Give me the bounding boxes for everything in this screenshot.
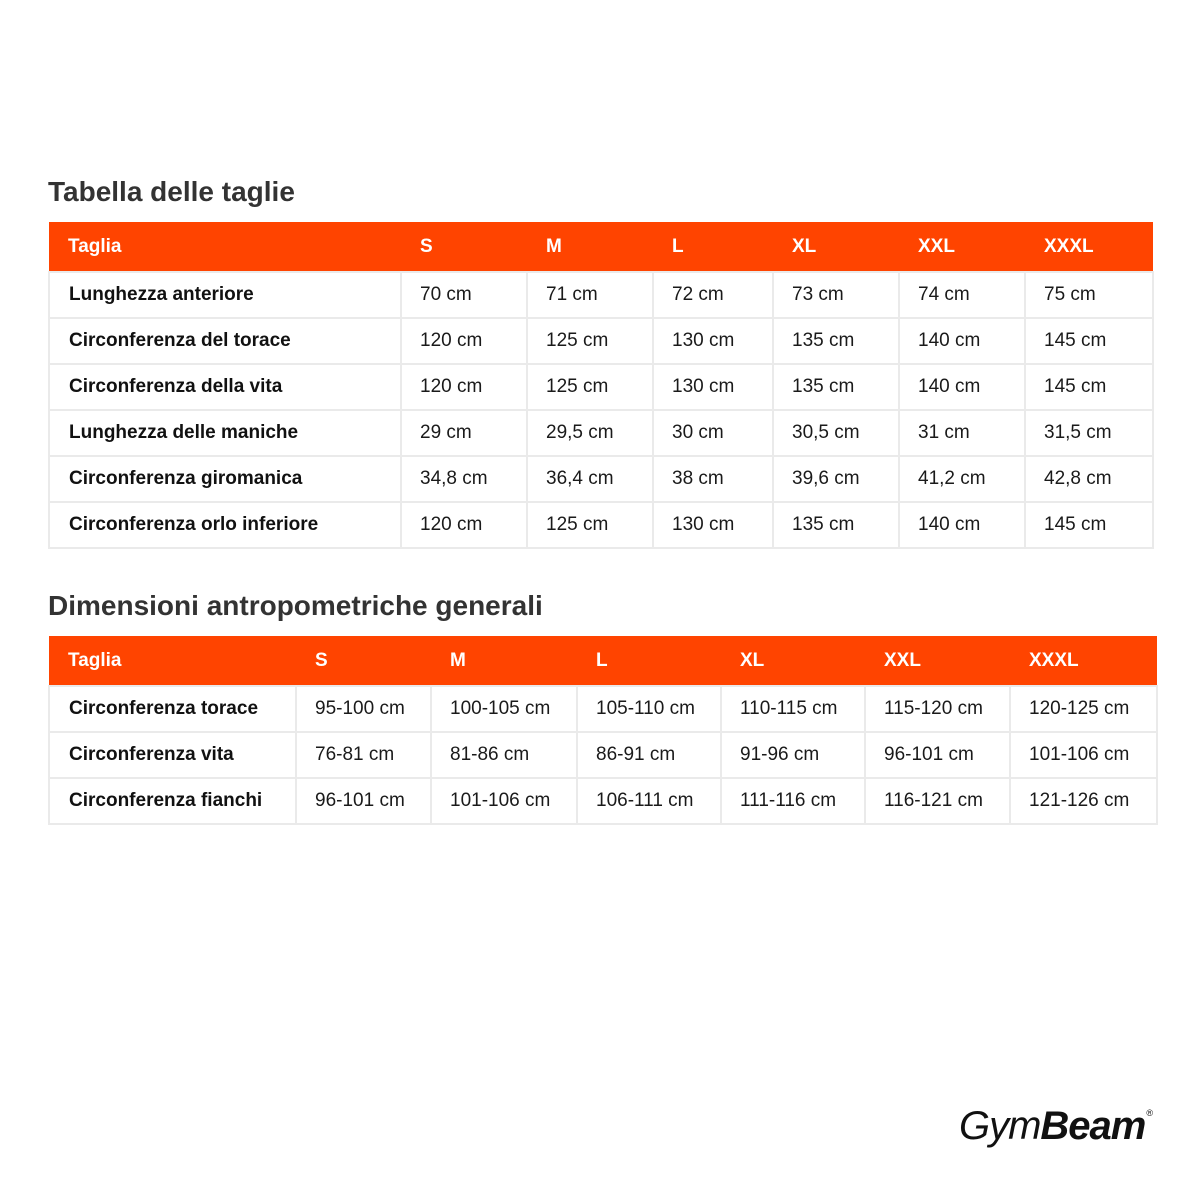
row-label: Circonferenza fianchi xyxy=(49,778,296,824)
table-cell: 130 cm xyxy=(653,364,773,410)
table-cell: 135 cm xyxy=(773,502,899,548)
table-cell: 121-126 cm xyxy=(1010,778,1157,824)
table-row xyxy=(49,456,1153,502)
table-cell: 95-100 cm xyxy=(296,686,431,732)
table-cell: 145 cm xyxy=(1025,318,1153,364)
table-cell: 115-120 cm xyxy=(865,686,1010,732)
table-cell: 130 cm xyxy=(653,502,773,548)
table-cell: 36,4 cm xyxy=(527,456,653,502)
header-cell-s: S xyxy=(296,636,431,686)
table-cell: 140 cm xyxy=(899,318,1025,364)
table-header-row xyxy=(49,222,1153,272)
table-cell: 73 cm xyxy=(773,272,899,318)
table-cell: 145 cm xyxy=(1025,364,1153,410)
table-cell: 38 cm xyxy=(653,456,773,502)
row-label: Circonferenza giromanica xyxy=(49,456,401,502)
table-cell: 116-121 cm xyxy=(865,778,1010,824)
header-cell-xxl: XXL xyxy=(865,636,1010,686)
row-label: Circonferenza torace xyxy=(49,686,296,732)
row-label: Lunghezza delle maniche xyxy=(49,410,401,456)
anthropometric-table xyxy=(48,636,1158,825)
table-cell: 31,5 cm xyxy=(1025,410,1153,456)
header-cell-xl: XL xyxy=(773,222,899,272)
header-cell-xxxl: XXXL xyxy=(1025,222,1153,272)
header-cell-size-label: Taglia xyxy=(49,636,296,686)
table-cell: 140 cm xyxy=(899,502,1025,548)
table-cell: 101-106 cm xyxy=(1010,732,1157,778)
header-cell-size-label: Taglia xyxy=(49,222,401,272)
header-cell-m: M xyxy=(431,636,577,686)
header-cell-l: L xyxy=(653,222,773,272)
size-chart-title: Tabella delle taglie xyxy=(48,176,295,207)
table-row xyxy=(49,686,1157,732)
table-cell: 125 cm xyxy=(527,502,653,548)
table-cell: 125 cm xyxy=(527,364,653,410)
table-cell: 110-115 cm xyxy=(721,686,865,732)
table-cell: 70 cm xyxy=(401,272,527,318)
table-cell: 30 cm xyxy=(653,410,773,456)
table-row xyxy=(49,318,1153,364)
table-cell: 140 cm xyxy=(899,364,1025,410)
header-cell-xl: XL xyxy=(721,636,865,686)
header-cell-xxl: XXL xyxy=(899,222,1025,272)
table-cell: 111-116 cm xyxy=(721,778,865,824)
table-cell: 72 cm xyxy=(653,272,773,318)
table-cell: 120 cm xyxy=(401,502,527,548)
table-cell: 125 cm xyxy=(527,318,653,364)
table-cell: 105-110 cm xyxy=(577,686,721,732)
table-cell: 31 cm xyxy=(899,410,1025,456)
table-row xyxy=(49,778,1157,824)
row-label: Circonferenza orlo inferiore xyxy=(49,502,401,548)
header-cell-l: L xyxy=(577,636,721,686)
table-row xyxy=(49,410,1153,456)
table-cell: 96-101 cm xyxy=(296,778,431,824)
table-row xyxy=(49,272,1153,318)
row-label: Lunghezza anteriore xyxy=(49,272,401,318)
row-label: Circonferenza del torace xyxy=(49,318,401,364)
table-cell: 101-106 cm xyxy=(431,778,577,824)
table-cell: 71 cm xyxy=(527,272,653,318)
row-label: Circonferenza della vita xyxy=(49,364,401,410)
table-cell: 74 cm xyxy=(899,272,1025,318)
table-cell: 135 cm xyxy=(773,364,899,410)
table-cell: 29,5 cm xyxy=(527,410,653,456)
table-cell: 76-81 cm xyxy=(296,732,431,778)
registered-mark: ® xyxy=(1146,1108,1152,1118)
header-cell-s: S xyxy=(401,222,527,272)
header-cell-m: M xyxy=(527,222,653,272)
table-cell: 42,8 cm xyxy=(1025,456,1153,502)
table-cell: 106-111 cm xyxy=(577,778,721,824)
gymbeam-logo xyxy=(959,1104,1152,1149)
row-label: Circonferenza vita xyxy=(49,732,296,778)
table-cell: 39,6 cm xyxy=(773,456,899,502)
table-cell: 96-101 cm xyxy=(865,732,1010,778)
table-cell: 75 cm xyxy=(1025,272,1153,318)
anthropometric-title: Dimensioni antropometriche generali xyxy=(48,590,543,621)
table-cell: 120 cm xyxy=(401,318,527,364)
table-cell: 30,5 cm xyxy=(773,410,899,456)
table-cell: 100-105 cm xyxy=(431,686,577,732)
table-cell: 91-96 cm xyxy=(721,732,865,778)
table-row xyxy=(49,732,1157,778)
table-cell: 86-91 cm xyxy=(577,732,721,778)
table-row xyxy=(49,364,1153,410)
logo-text-beam: Beam xyxy=(1040,1104,1146,1148)
table-cell: 120 cm xyxy=(401,364,527,410)
table-cell: 41,2 cm xyxy=(899,456,1025,502)
table-cell: 29 cm xyxy=(401,410,527,456)
size-chart-table xyxy=(48,222,1154,549)
header-cell-xxxl: XXXL xyxy=(1010,636,1157,686)
table-row xyxy=(49,502,1153,548)
table-cell: 81-86 cm xyxy=(431,732,577,778)
table-header-row xyxy=(49,636,1157,686)
table-cell: 34,8 cm xyxy=(401,456,527,502)
table-cell: 130 cm xyxy=(653,318,773,364)
table-cell: 145 cm xyxy=(1025,502,1153,548)
logo-text-gym: Gym xyxy=(958,1104,1041,1148)
table-cell: 135 cm xyxy=(773,318,899,364)
table-cell: 120-125 cm xyxy=(1010,686,1157,732)
